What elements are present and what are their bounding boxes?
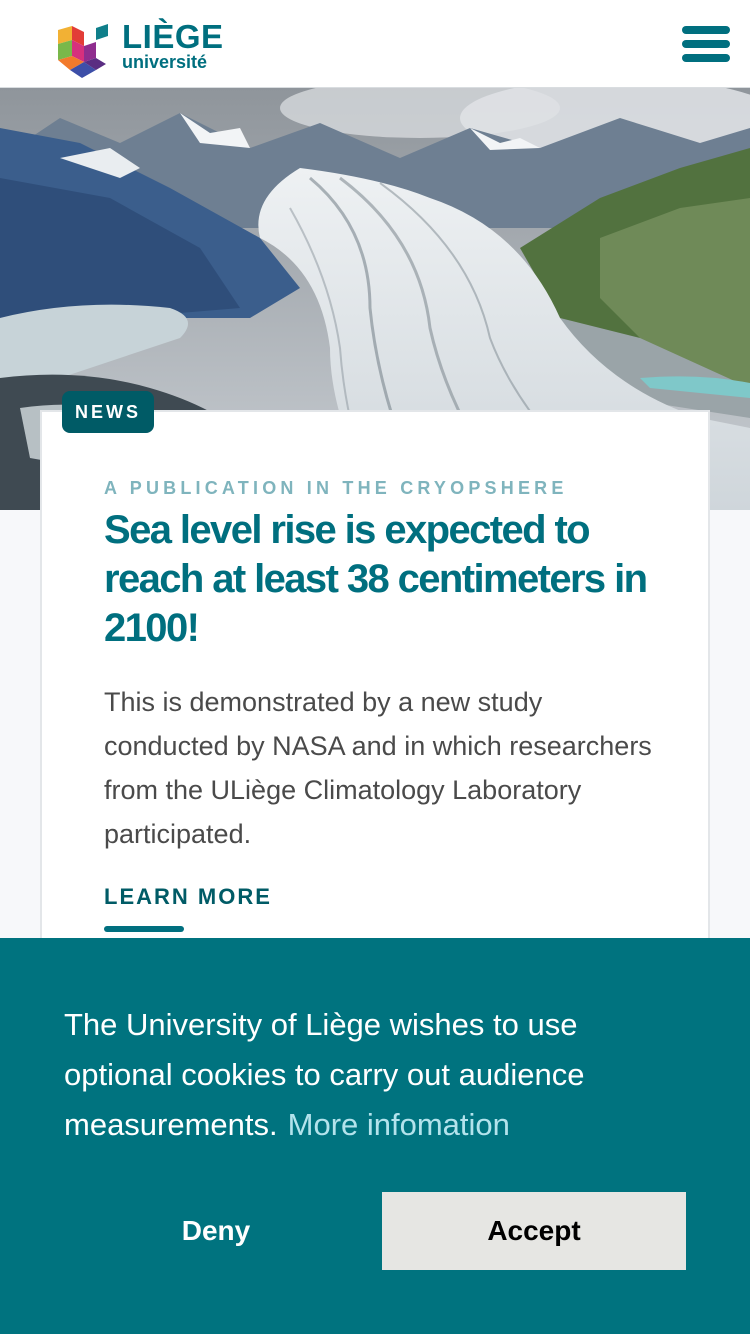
logo-cube-icon [58,20,112,82]
uliege-logo[interactable] [58,18,228,82]
logo-name: LIÈGE [122,18,224,55]
learn-more-underline [104,926,184,932]
deny-button[interactable]: Deny [64,1192,368,1270]
learn-more-link[interactable]: LEARN MORE [104,884,272,909]
article-headline[interactable]: Sea level rise is expected to reach at least 38 centimeters in 2100! [104,508,647,650]
cookie-message: The University of Liège wishes to use optional cookies to carry out audience measurements. [64,1007,585,1142]
hamburger-menu-icon[interactable] [676,22,736,66]
news-badge: NEWS [62,391,154,433]
more-information-link[interactable]: More infomation [287,1107,510,1142]
article-card [40,410,710,970]
cookie-message-block [64,1000,664,1150]
site-header [0,0,750,88]
article-eyebrow: A PUBLICATION IN THE CRYOPSHERE [104,478,568,498]
cookie-consent-banner [0,938,750,1334]
logo-subtitle: université [122,52,208,72]
accept-button[interactable]: Accept [382,1192,686,1270]
article-summary: This is demonstrated by a new study conducted by NASA and in which researchers from the ULiège Climatology Laboratory participated. [104,687,652,849]
